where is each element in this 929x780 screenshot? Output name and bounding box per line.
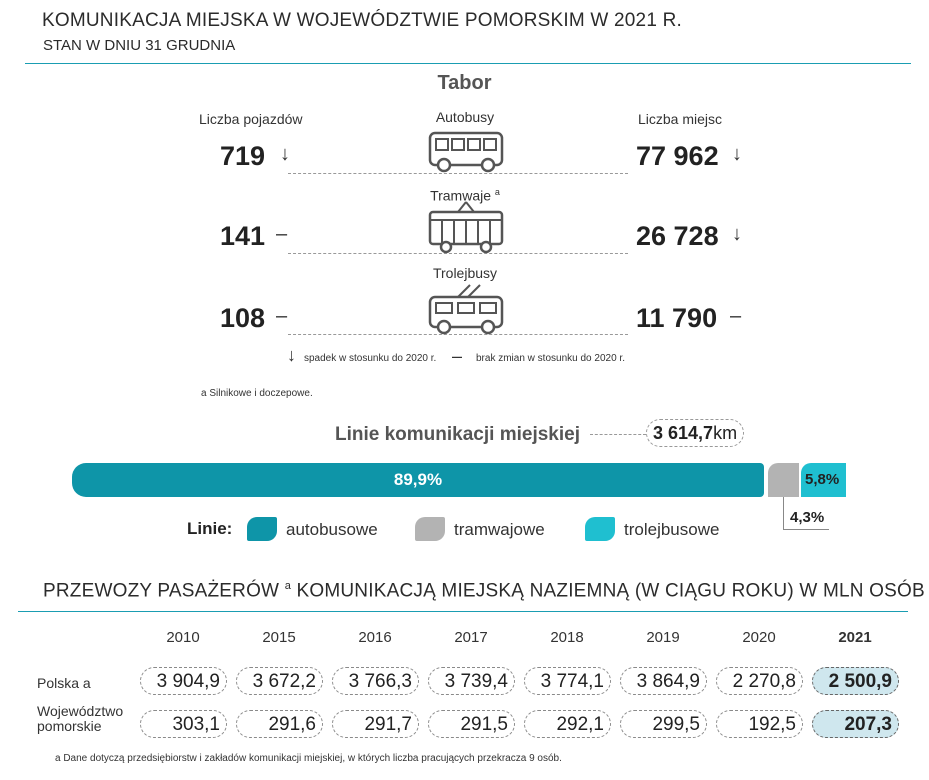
year-header-highlight: 2021 xyxy=(838,629,872,646)
section2-divider xyxy=(18,611,908,612)
table-cell: 291,5 xyxy=(428,710,515,738)
lines-title: Linie komunikacji miejskiej xyxy=(335,424,580,445)
year-header: 2010 xyxy=(166,629,200,646)
legend-swatch-tram xyxy=(415,517,445,541)
legend-down-text: spadek w stosunku do 2020 r. xyxy=(304,353,437,364)
table-cell: 303,1 xyxy=(140,710,227,738)
year-header: 2019 xyxy=(646,629,680,646)
footnote: a Dane dotyczą przedsiębiorstw i zakładów komunikacji miejskiej, w których liczba pracujących przekracza 9 osób. xyxy=(55,753,562,764)
vehicle-label-bus: Autobusy xyxy=(435,109,495,125)
row-label-poland: Polska a xyxy=(37,675,91,691)
bus-seats-value: 77 962 xyxy=(636,141,719,171)
table-cell: 192,5 xyxy=(716,710,803,738)
tram-icon xyxy=(428,200,504,254)
table-cell: 3 766,3 xyxy=(332,667,419,695)
bar-segment-bus: 89,9% xyxy=(72,463,764,497)
table-cell: 292,1 xyxy=(524,710,611,738)
table-cell-highlight: 207,3 xyxy=(812,710,899,738)
vehicle-label-tram: Tramwaje $^a$ xyxy=(430,187,500,204)
seats-column-header: Liczba miejsc xyxy=(638,111,723,127)
table-cell: 291,7 xyxy=(332,710,419,738)
year-header: 2016 xyxy=(358,629,392,646)
tram-label-leader-h xyxy=(783,529,829,530)
trolleybus-seats-value: 11 790 xyxy=(636,303,718,333)
bus-vehicles-trend: ↓ xyxy=(280,143,290,165)
year-header: 2017 xyxy=(454,629,488,646)
legend-label-bus: autobusowe xyxy=(286,520,378,539)
tram-seats-value: 26 728 xyxy=(636,221,719,251)
table-cell: 3 774,1 xyxy=(524,667,611,695)
lines-total-pill: 3 614,7km xyxy=(646,419,744,447)
table-cell: 2 270,8 xyxy=(716,667,803,695)
tabor-title: Tabor xyxy=(437,72,492,94)
table-cell-highlight: 2 500,9 xyxy=(812,667,899,695)
year-header: 2015 xyxy=(262,629,296,646)
vehicles-column-header: Liczba pojazdów xyxy=(199,111,303,127)
bar-segment-trolleybus: 5,8% xyxy=(801,463,846,497)
vehicle-label-trolleybus: Trolejbusy xyxy=(432,265,498,281)
row-label-pomorskie: Województwo pomorskie xyxy=(37,703,124,734)
table-cell: 3 864,9 xyxy=(620,667,707,695)
table-cell: 3 739,4 xyxy=(428,667,515,695)
bar-label-tram: 4,3% xyxy=(790,509,825,526)
tram-label-leader xyxy=(783,497,784,530)
table-cell: 299,5 xyxy=(620,710,707,738)
dash-icon: – xyxy=(452,346,463,366)
page-title: KOMUNIKACJA MIEJSKA W WOJEWÓDZTWIE POMORSKIM W 2021 R. xyxy=(42,10,682,31)
down-arrow-icon: ↓ xyxy=(287,345,296,365)
trolleybus-seats-trend: – xyxy=(730,305,742,327)
year-header: 2018 xyxy=(550,629,584,646)
table-cell: 291,6 xyxy=(236,710,323,738)
tram-vehicles-value: 141 xyxy=(220,221,266,251)
legend-label-trolleybus: trolejbusowe xyxy=(624,520,720,539)
page-subtitle: STAN W DNIU 31 GRUDNIA xyxy=(43,37,236,54)
trolleybus-vehicles-value: 108 xyxy=(220,303,266,333)
tram-seats-trend: ↓ xyxy=(732,223,742,245)
trolleybus-icon xyxy=(428,283,504,337)
lines-legend-title: Linie: xyxy=(187,519,233,538)
legend-swatch-bus xyxy=(247,517,277,541)
bus-seats-trend: ↓ xyxy=(732,143,742,165)
bus-vehicles-value: 719 xyxy=(220,141,266,171)
legend-same-text: brak zmian w stosunku do 2020 r. xyxy=(476,353,625,364)
legend-swatch-trolleybus xyxy=(585,517,615,541)
passengers-title: PRZEWOZY PASAŻERÓW $^a$ KOMUNIKACJĄ MIEJSKĄ NAZIEMNĄ (W CIĄGU ROKU) W MLN OSÓB xyxy=(43,580,925,602)
table-cell: 3 904,9 xyxy=(140,667,227,695)
table-cell: 3 672,2 xyxy=(236,667,323,695)
bar-segment-tram xyxy=(768,463,799,497)
lines-share-bar xyxy=(72,463,846,497)
bus-icon xyxy=(428,130,504,174)
header-divider xyxy=(25,63,911,64)
legend-label-tram: tramwajowe xyxy=(454,520,545,539)
trolleybus-vehicles-trend: – xyxy=(276,305,288,327)
tram-vehicles-trend: – xyxy=(276,223,288,245)
lines-total-connector xyxy=(590,434,646,435)
tabor-footnote: a Silnikowe i doczepowe. xyxy=(201,388,313,399)
year-header: 2020 xyxy=(742,629,776,646)
